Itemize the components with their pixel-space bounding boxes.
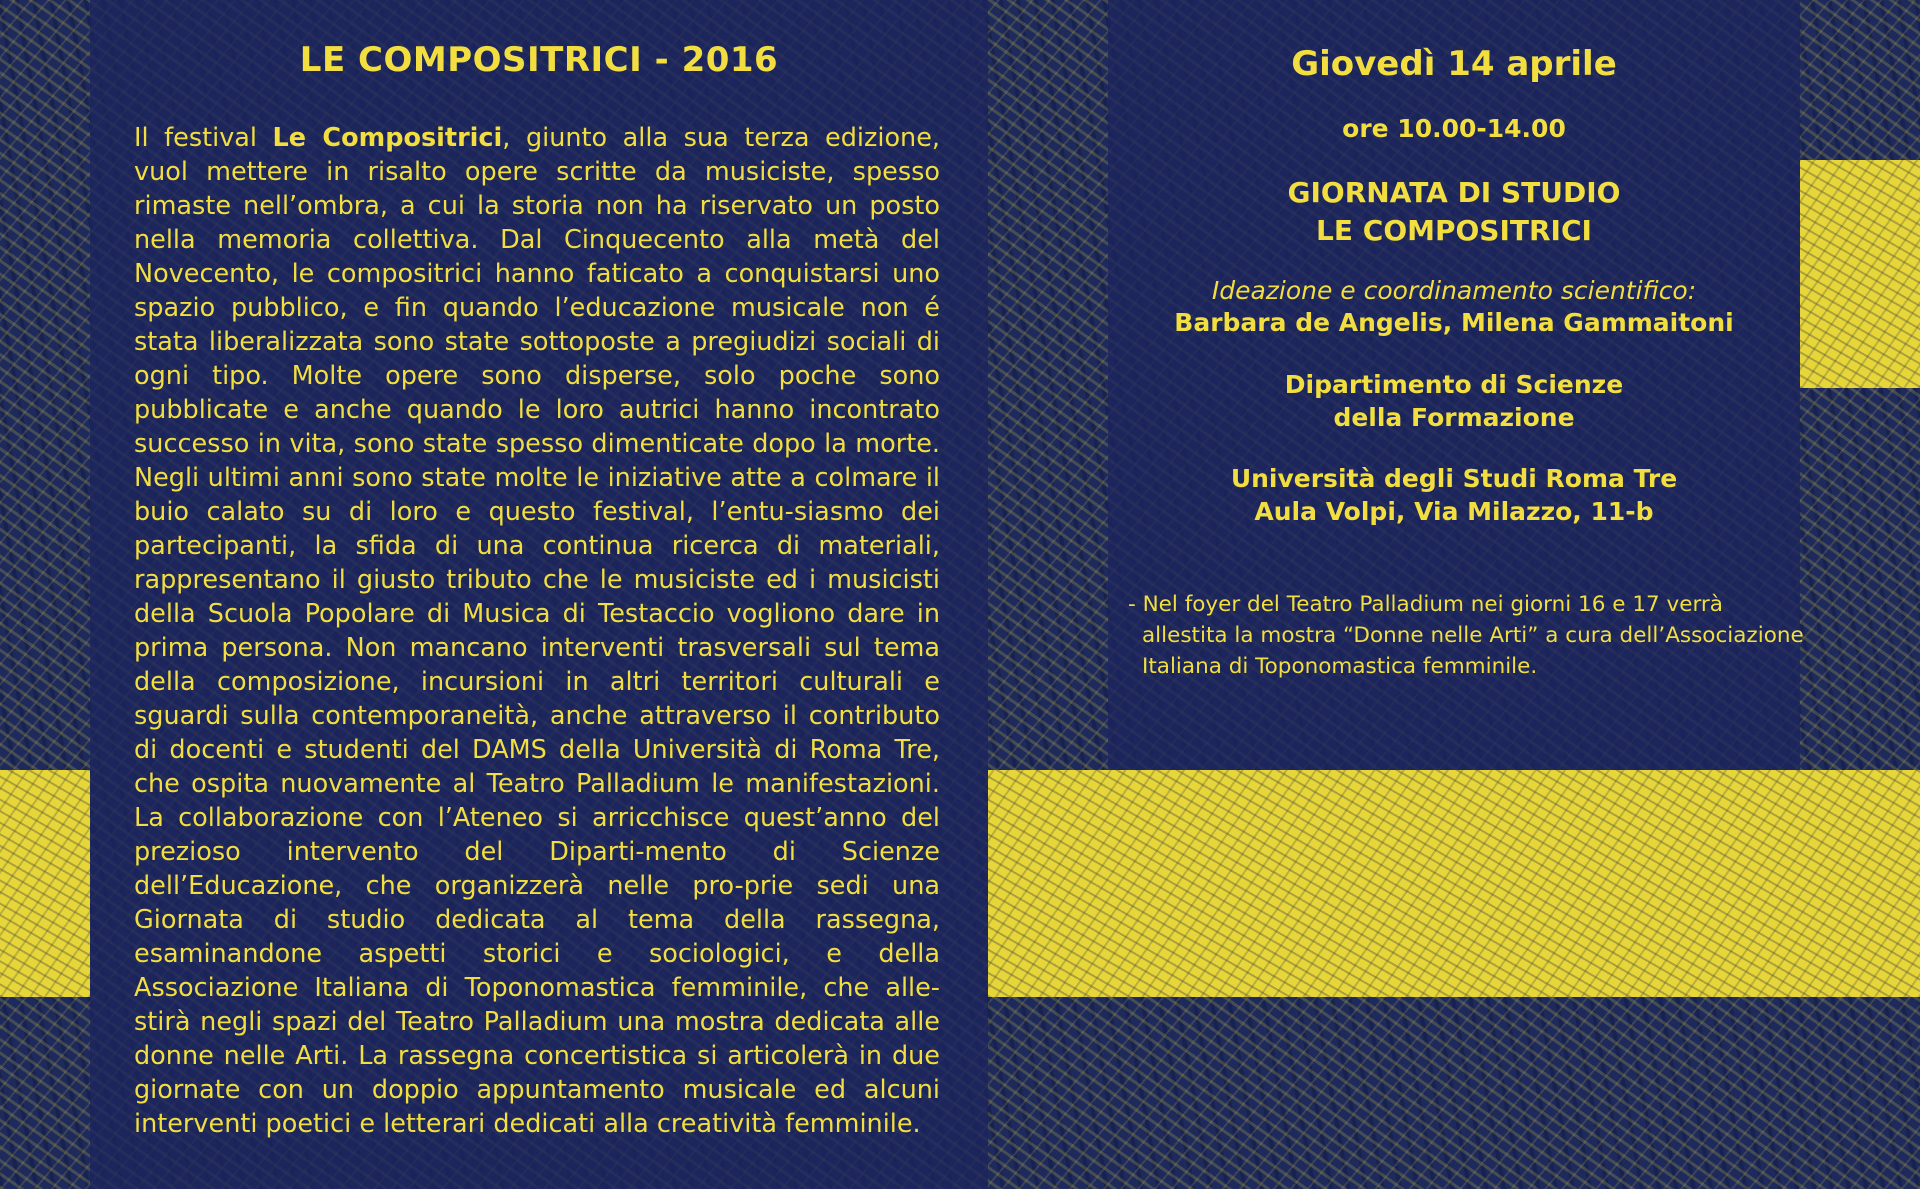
festival-description <box>134 121 940 1141</box>
venue-line1: Università degli Studi Roma Tre <box>1230 464 1678 493</box>
department-line1: Dipartimento di Scienze <box>1284 370 1624 399</box>
department <box>1108 368 1800 434</box>
venue-line2: Aula Volpi, Via Milazzo, 11-b <box>1254 497 1654 526</box>
festival-title: LE COMPOSITRICI - 2016 <box>299 40 779 80</box>
credit-names: Barbara de Angelis, Milena Gammaitoni <box>1174 308 1734 337</box>
event-time: ore 10.00-14.00 <box>1342 114 1566 143</box>
venue <box>1108 462 1800 528</box>
event-title-line2: LE COMPOSITRICI <box>1316 214 1592 247</box>
event-title <box>1108 174 1800 250</box>
department-line2: della Formazione <box>1333 403 1575 432</box>
yellow-band-center <box>988 770 1920 997</box>
credit-label: Ideazione e coordinamento scientifico: <box>1211 276 1697 305</box>
description-body: , giunto alla sua terza edizione, vuol mettere in risalto opere scritte da musiciste, spesso rimaste nell’ombra, a cui la storia non ha riservato un posto nella memoria collettiva. Dal Cinquecento alla metà del Novecento, le compositrici hanno faticato a conquistarsi uno spazio pubblico, e fin quando l’educazione musicale non é stata liberalizzata sono state sottoposte a pregiudizi sociali di ogni tipo. Molte opere sono disperse, solo poche sono pubblicate e anche quando le loro autrici hanno incontrato successo in vita, sono state spesso dimenticate dopo la morte. Negli ultimi anni sono state molte le iniziative atte a colmare il buio calato su di loro e questo festival, l’entu-siasmo dei partecipanti, la sfida di una continua ricerca di materiali, rappresentano il giusto tributo che le musiciste ed i musicisti della Scuola Popolare di Musica di Testaccio vogliono dare in prima persona. Non mancano interventi trasversali sul tema della composizione, incursioni in altri territori culturali e sguardi sulla contemporaneità, anche attraverso il contributo di docenti e studenti del DAMS della Università di Roma Tre, che ospita nuovamente al Teatro Palladium le manifestazioni. La collaborazione con l’Ateneo si arricchisce quest’anno del prezioso intervento del Diparti-mento di Scienze dell’Educazione, che organizzerà nelle pro-prie sedi una Giornata di studio dedicata al tema della rassegna, esaminandone aspetti storici e sociologici, e della Associazione Italiana di Toponomastica femminile, che alle-stirà negli spazi del Teatro Palladium una mostra dedicata alle donne nelle Arti. La rassegna concertistica si articolerà in due giornate con un doppio appuntamento musicale ed alcuni interventi poetici e letterari dedicati alla creatività femminile. <box>134 123 940 1139</box>
yellow-band-left <box>0 770 90 997</box>
yellow-block-right <box>1800 160 1920 388</box>
event-title-line1: GIORNATA DI STUDIO <box>1287 176 1621 209</box>
festival-name: Le Compositrici <box>272 123 503 153</box>
event-date: Giovedì 14 aprile <box>1291 44 1617 84</box>
description-intro: Il festival <box>134 123 273 153</box>
exhibition-note: - Nel foyer del Teatro Palladium nei giorni 16 e 17 verrà allestita la mostra “Donne nelle Arti” a cura dell’Associazione Italiana di Toponomastica femminile. <box>1128 592 1804 679</box>
